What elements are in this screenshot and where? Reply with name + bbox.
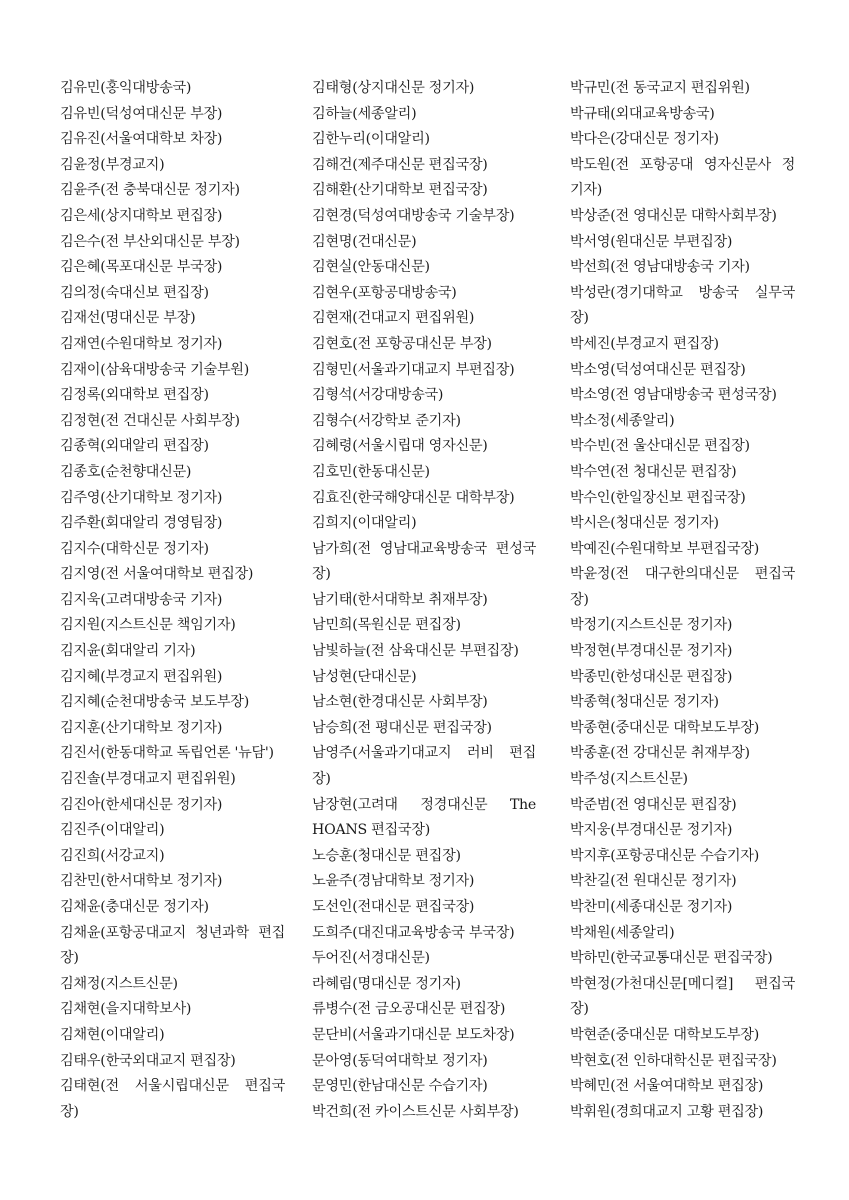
member-entry-line: 김유빈(덕성여대신문 부장) xyxy=(60,105,223,122)
member-entry-line: 박수연(전 청대신문 편집장) xyxy=(570,463,737,480)
member-entry-line: 박종혁(청대신문 정기자) xyxy=(570,694,719,711)
member-entry-line: 김현경(덕성여대방송국 기술부장) xyxy=(312,207,515,224)
member-entry-line: 김효진(한국해양대신문 대학부장) xyxy=(312,489,515,506)
member-entry-line: 김지혜(순천대방송국 보도부장) xyxy=(60,694,249,711)
member-entry-line: 김은수(전 부산외대신문 부장) xyxy=(60,233,240,250)
member-entry-line: 김유진(서울여대학보 차장) xyxy=(60,131,223,148)
member-entry-line: 김진주(이대알리) xyxy=(60,822,165,839)
member-entry-line: 김지영(전 서울여대학보 편집장) xyxy=(60,566,254,583)
member-entry-line: 도선인(전대신문 편집국장) xyxy=(312,899,475,915)
member-entry-line: 김태현(전 서울시립대신문 편집국 xyxy=(60,1078,285,1095)
member-entry-line: 박예진(수원대학보 부편집국장) xyxy=(570,540,759,557)
member-entry-line: 김현명(건대신문) xyxy=(312,233,417,250)
member-entry-line: 김형민(서울과기대교지 부편집장) xyxy=(312,361,515,378)
member-entry-line: 남가희(전 영남대교육방송국 편성국 xyxy=(312,540,536,557)
member-entry-line: 박건희(전 카이스트신문 사회부장) xyxy=(312,1103,519,1120)
member-entry-line: 남기태(한서대학보 취재부장) xyxy=(312,591,488,608)
member-entry-line: 기자) xyxy=(570,182,603,199)
member-entry-line: 문단비(서울과기대신문 보도차장) xyxy=(312,1026,515,1043)
member-entry-line: 남성현(단대신문) xyxy=(312,668,417,685)
member-entry-line: 김정록(외대학보 편집장) xyxy=(60,387,209,404)
member-entry-line: 김한누리(이대알리) xyxy=(312,131,430,148)
member-entry-line: 박지후(포항공대신문 수습기자) xyxy=(570,847,759,864)
member-entry-line: 박시은(청대신문 정기자) xyxy=(570,515,719,532)
member-entry-line: 김지원(지스트신문 책임기자) xyxy=(60,617,236,634)
member-entry-line: 박세진(부경교지 편집장) xyxy=(570,335,719,352)
member-entry-line: 김지수(대학신문 정기자) xyxy=(60,540,209,557)
member-entry-line: 김채현(을지대학보사) xyxy=(60,1001,192,1018)
member-entry-line: 김태형(상지대신문 정기자) xyxy=(312,80,475,96)
member-entry-line: 김진서(한동대학교 독립언론 '뉴담') xyxy=(60,745,274,762)
member-entry-line: 김해환(산기대학보 편집국장) xyxy=(312,182,488,199)
member-entry-line: 김정현(전 건대신문 사회부장) xyxy=(60,412,240,429)
member-entry-line: 김현재(건대교지 편집위원) xyxy=(312,310,475,327)
member-entry-line: 박하민(한국교통대신문 편집국장) xyxy=(570,950,773,967)
member-entry-line: 장) xyxy=(312,566,331,583)
member-entry-line: 남영주(서울과기대교지 러비 편집 xyxy=(312,745,536,762)
name-column-3 xyxy=(570,76,795,1125)
member-entry-line: 김채정(지스트신문) xyxy=(60,975,178,992)
member-entry-line: 박소영(전 영남대방송국 편성국장) xyxy=(570,387,777,404)
member-entry-line: 장) xyxy=(60,1103,79,1120)
member-entry-line: 남장현(고려대 정경대신문 The xyxy=(312,796,536,813)
member-entry-line: 박서영(원대신문 부편집장) xyxy=(570,233,733,250)
member-entry-line: 박현호(전 인하대학신문 편집국장) xyxy=(570,1052,777,1069)
member-entry-line: 문영민(한남대신문 수습기자) xyxy=(312,1078,488,1095)
member-entry-line: 김태우(한국외대교지 편집장) xyxy=(60,1052,236,1069)
member-entry-line: 김해건(제주대신문 편집국장) xyxy=(312,156,488,173)
member-entry-line: 박다은(강대신문 정기자) xyxy=(570,131,719,148)
member-entry-line: 김종혁(외대알리 편집장) xyxy=(60,438,209,455)
name-column-2 xyxy=(312,76,536,1125)
member-entry-line: 박성란(경기대학교 방송국 실무국 xyxy=(570,284,795,301)
member-entry-line: 박채원(세종알리) xyxy=(570,924,675,941)
member-entry-line: 김형수(서강학보 준기자) xyxy=(312,412,461,429)
member-entry-line: 김현실(안동대신문) xyxy=(312,259,430,276)
member-entry-line: 김은혜(목포대신문 부국장) xyxy=(60,259,223,276)
member-entry-line: 김지혜(부경교지 편집위원) xyxy=(60,668,223,685)
member-entry-line: 박소영(덕성여대신문 편집장) xyxy=(570,361,746,378)
member-entry-line: 장) xyxy=(570,310,589,327)
member-entry-line: 박선희(전 영남대방송국 기자) xyxy=(570,259,750,276)
member-entry-line: 장) xyxy=(570,1001,589,1018)
member-entry-line: 김주환(회대알리 경영팀장) xyxy=(60,515,223,532)
member-entry-line: 류병수(전 금오공대신문 편집장) xyxy=(312,1001,506,1018)
member-entry-line: 김윤정(부경교지) xyxy=(60,156,165,173)
member-entry-line: 김형석(서강대방송국) xyxy=(312,387,444,404)
member-entry-line: 문아영(동덕여대학보 정기자) xyxy=(312,1052,488,1069)
member-entry-line: 김재이(삼육대방송국 기술부원) xyxy=(60,361,249,378)
member-entry-line: 도희주(대진대교육방송국 부국장) xyxy=(312,924,515,941)
member-entry-line: 박준범(전 영대신문 편집장) xyxy=(570,796,737,813)
member-entry-line: 김찬민(한서대학보 정기자) xyxy=(60,873,223,890)
member-entry-line: 김희지(이대알리) xyxy=(312,515,417,532)
member-entry-line: 장) xyxy=(312,771,331,788)
member-entry-line: 박소정(세종알리) xyxy=(570,412,675,429)
member-entry-line: 남빛하늘(전 삼육대신문 부편집장) xyxy=(312,643,519,660)
member-entry-line: 박윤정(전 대구한의대신문 편집국 xyxy=(570,566,795,583)
member-entry-line: 김지훈(산기대학보 정기자) xyxy=(60,719,223,736)
member-entry-line: 김현우(포항공대방송국) xyxy=(312,284,457,301)
member-entry-line: 박찬미(세종대신문 정기자) xyxy=(570,899,733,915)
member-entry-line: 박도원(전 포항공대 영자신문사 정 xyxy=(570,156,795,173)
member-entry-line: 박종훈(전 강대신문 취재부장) xyxy=(570,745,750,762)
member-entry-line: 남승희(전 평대신문 편집국장) xyxy=(312,719,492,736)
member-entry-line: 김재선(명대신문 부장) xyxy=(60,310,196,327)
name-column-1 xyxy=(60,76,285,1125)
member-entry-line: 김지욱(고려대방송국 기자) xyxy=(60,591,223,608)
member-entry-line: 박종현(중대신문 대학보도부장) xyxy=(570,719,759,736)
member-entry-line: 박정기(지스트신문 정기자) xyxy=(570,617,733,634)
member-entry-line: 박수인(한일장신보 편집국장) xyxy=(570,489,746,506)
member-entry-line: 김지윤(회대알리 기자) xyxy=(60,643,196,660)
member-entry-line: 박정현(부경대신문 정기자) xyxy=(570,643,733,660)
member-entry-line: 김의정(숙대신보 편집장) xyxy=(60,284,209,301)
member-entry-line: 김윤주(전 충북대신문 정기자) xyxy=(60,182,240,199)
member-entry-line: 장) xyxy=(60,950,79,967)
member-entry-line: HOANS 편집국장) xyxy=(312,822,430,839)
member-entry-line: 김현호(전 포항공대신문 부장) xyxy=(312,335,492,352)
member-entry-line: 김진희(서강교지) xyxy=(60,847,165,864)
member-entry-line: 김유민(홍익대방송국) xyxy=(60,80,192,96)
member-entry-line: 남소현(한경대신문 사회부장) xyxy=(312,694,488,711)
member-entry-line: 김채윤(충대신문 정기자) xyxy=(60,899,209,915)
member-entry-line: 김종호(순천향대신문) xyxy=(60,463,192,480)
member-entry-line: 박상준(전 영대신문 대학사회부장) xyxy=(570,207,777,224)
member-entry-line: 박규민(전 동국교지 편집위원) xyxy=(570,80,750,96)
member-entry-line: 김하늘(세종알리) xyxy=(312,105,417,122)
member-entry-line: 박혜민(전 서울여대학보 편집장) xyxy=(570,1078,764,1095)
member-entry-line: 김은세(상지대학보 편집장) xyxy=(60,207,223,224)
member-entry-line: 박현정(가천대신문[메디컬] 편집국 xyxy=(570,975,795,992)
member-entry-line: 박지웅(부경대신문 정기자) xyxy=(570,822,733,839)
member-entry-line: 김혜령(서울시립대 영자신문) xyxy=(312,438,488,455)
member-entry-line: 노승훈(청대신문 편집장) xyxy=(312,847,461,864)
member-entry-line: 박찬길(전 원대신문 정기자) xyxy=(570,873,737,890)
member-entry-line: 김채윤(포항공대교지 청년과학 편집 xyxy=(60,924,285,941)
member-entry-line: 라혜림(명대신문 정기자) xyxy=(312,975,461,992)
member-entry-line: 김진아(한세대신문 정기자) xyxy=(60,796,223,813)
member-entry-line: 김채현(이대알리) xyxy=(60,1026,165,1043)
member-entry-line: 김재연(수원대학보 정기자) xyxy=(60,335,223,352)
member-entry-line: 박현준(중대신문 대학보도부장) xyxy=(570,1026,759,1043)
member-entry-line: 박휘원(경희대교지 고황 편집장) xyxy=(570,1103,764,1120)
member-entry-line: 박규태(외대교육방송국) xyxy=(570,105,715,122)
member-entry-line: 박수빈(전 울산대신문 편집장) xyxy=(570,438,750,455)
member-entry-line: 박종민(한성대신문 편집장) xyxy=(570,668,733,685)
member-entry-line: 김주영(산기대학보 정기자) xyxy=(60,489,223,506)
member-entry-line: 박주성(지스트신문) xyxy=(570,771,688,788)
member-entry-line: 노윤주(경남대학보 정기자) xyxy=(312,873,475,890)
member-entry-line: 두어진(서경대신문) xyxy=(312,950,430,967)
member-entry-line: 김진솔(부경대교지 편집위원) xyxy=(60,771,236,788)
member-entry-line: 남민희(목원신문 편집장) xyxy=(312,617,461,634)
member-entry-line: 장) xyxy=(570,591,589,608)
member-entry-line: 김호민(한동대신문) xyxy=(312,463,430,480)
